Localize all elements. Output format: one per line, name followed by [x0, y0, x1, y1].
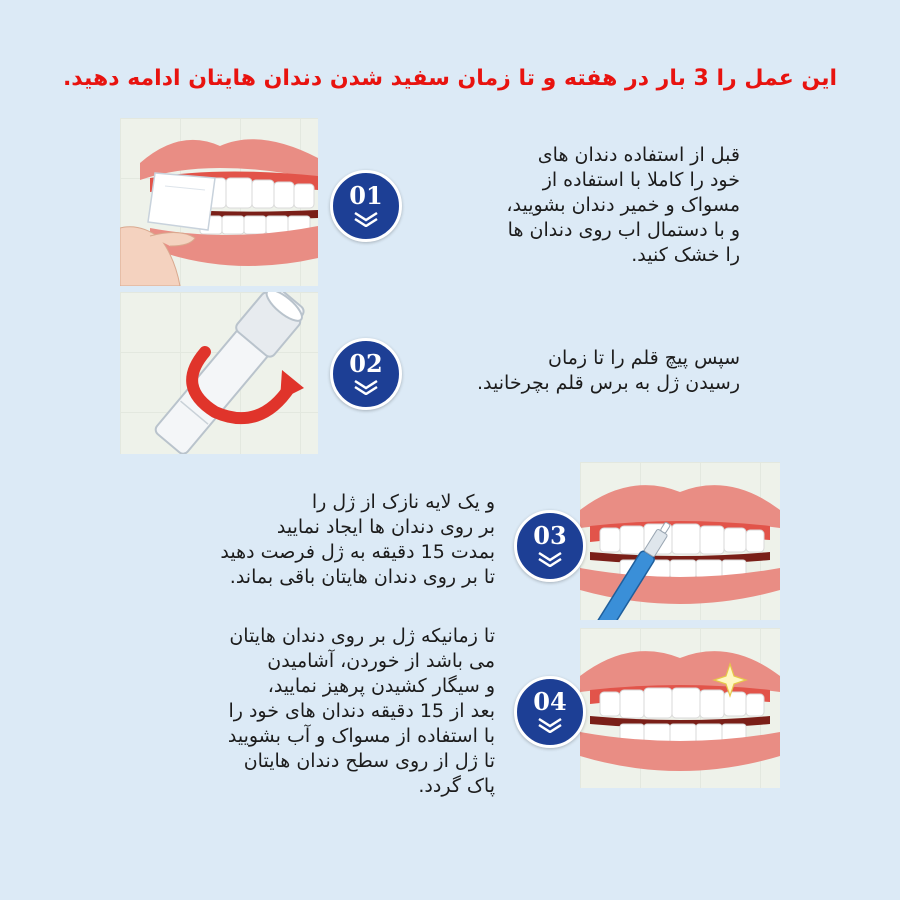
text-line: تا بر روی دندان هایتان باقی بماند. — [229, 566, 495, 588]
step-4-badge — [514, 676, 586, 748]
text-line: قبل از استفاده دندان های — [537, 144, 740, 166]
step-3-badge — [514, 510, 586, 582]
text-line: بعد از 15 دقیقه دندان های خود را — [228, 700, 495, 722]
text-line: مسواک و خمیر دندان بشویید، — [506, 194, 740, 216]
text-line: بمدت 15 دقیقه به ژل فرصت دهید — [220, 541, 495, 563]
mouth-gel-pen-illustration — [580, 462, 780, 620]
step-3-illustration — [580, 462, 780, 620]
step-1-illustration — [120, 118, 318, 286]
chevron-down-icon — [351, 379, 381, 395]
text-line: رسیدن ژل به برس قلم بچرخانید. — [477, 372, 740, 394]
text-line: و یک لایه نازک از ژل را — [311, 491, 495, 513]
step-number: 03 — [533, 521, 567, 550]
text-line: تا زمانیکه ژل بر روی دندان هایتان — [229, 625, 495, 647]
text-line: پاک گردد. — [418, 775, 495, 797]
step-2-text — [477, 346, 740, 396]
text-line: تا ژل از روی سطح دندان هایتان — [243, 750, 495, 772]
step-number: 04 — [533, 687, 567, 716]
step-3-text — [220, 490, 495, 590]
chevron-down-icon — [535, 551, 565, 567]
step-2-badge — [330, 338, 402, 410]
chevron-down-icon — [535, 717, 565, 733]
step-number: 01 — [349, 181, 383, 210]
text-line: با استفاده از مسواک و آب بشویید — [227, 725, 495, 747]
step-4-illustration — [580, 628, 780, 788]
text-line: و سیگار کشیدن پرهیز نمایید، — [267, 675, 495, 697]
text-line: بر روی دندان ها ایجاد نمایید — [276, 516, 495, 538]
text-line: می باشد از خوردن، آشامیدن — [267, 650, 495, 672]
step-2-illustration — [120, 292, 318, 454]
mouth-white-teeth-illustration — [580, 628, 780, 788]
page-title: این عمل را 3 بار در هفته و تا زمان سفید شدن دندان هایتان ادامه دهید. — [62, 66, 838, 91]
mouth-tissue-illustration — [120, 118, 318, 286]
text-line: سپس پیچ قلم را تا زمان — [547, 347, 740, 369]
text-line: خود را کاملا با استفاده از — [542, 169, 740, 191]
step-1-text — [506, 143, 740, 268]
chevron-down-icon — [351, 211, 381, 227]
pen-twist-illustration — [120, 292, 318, 454]
text-line: را خشک کنید. — [631, 244, 740, 266]
step-number: 02 — [349, 349, 383, 378]
text-line: و با دستمال اب روی دندان ها — [507, 219, 740, 241]
step-4-text — [228, 624, 495, 799]
step-1-badge — [330, 170, 402, 242]
